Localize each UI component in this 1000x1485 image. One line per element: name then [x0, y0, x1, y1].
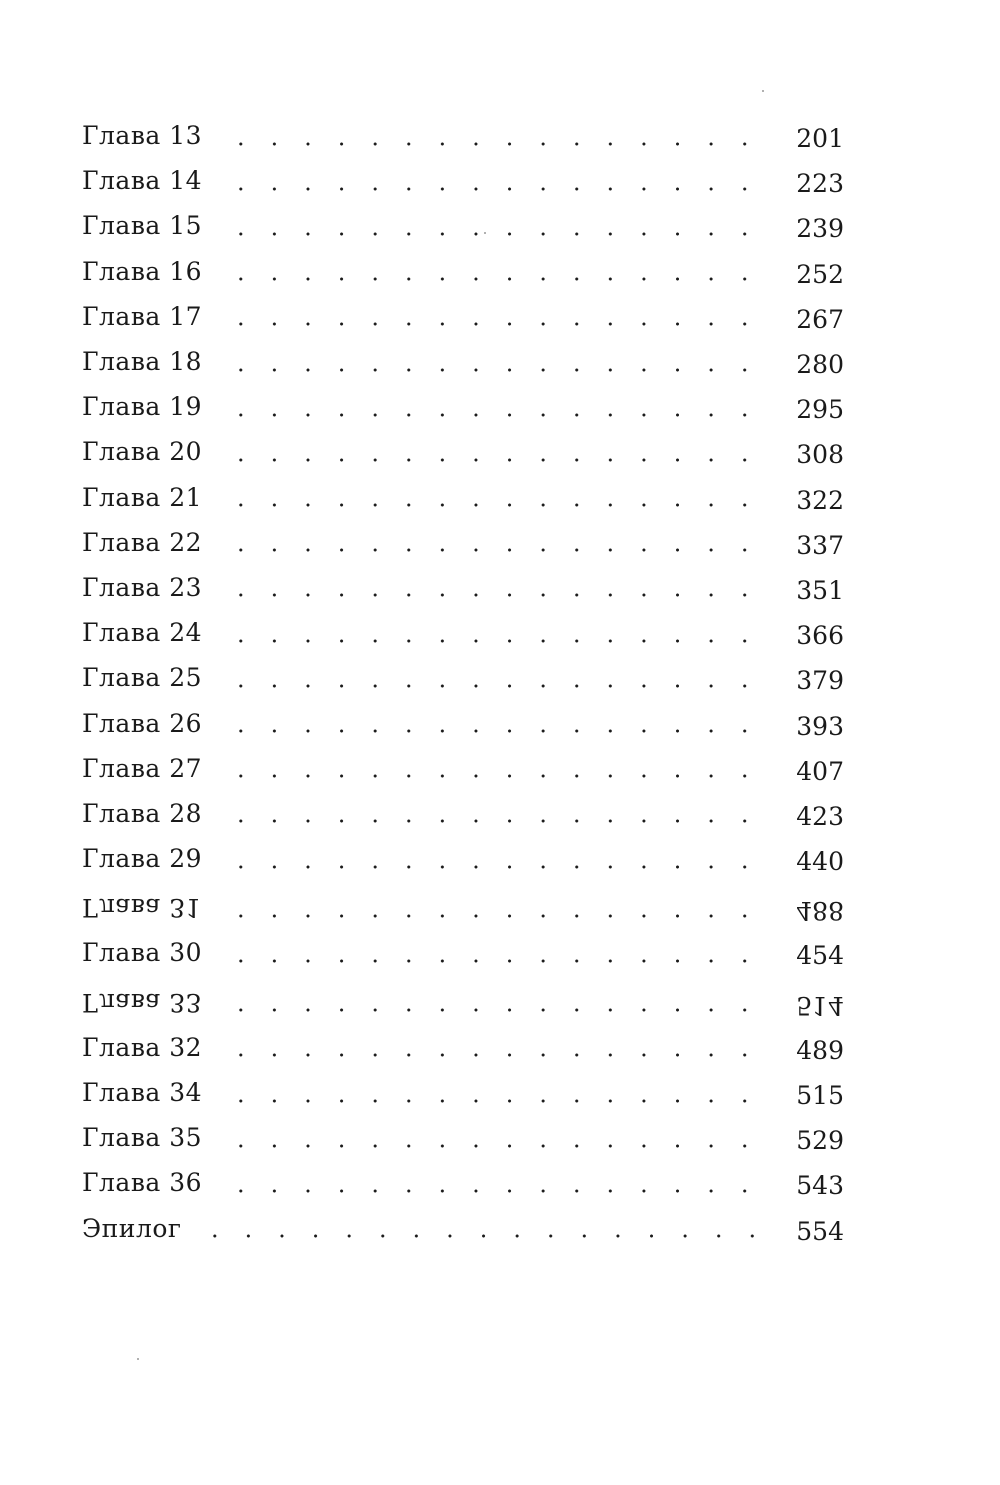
- entry-title: Глава 28: [82, 798, 203, 828]
- toc-entry: [82, 1160, 844, 1205]
- toc-entry: [82, 158, 844, 203]
- entry-title: Глава 26: [82, 708, 203, 738]
- entry-title: Глава 16: [82, 256, 203, 286]
- dot-leader: [224, 503, 768, 507]
- toc-entry: [82, 610, 844, 655]
- entry-title: Глава 13: [82, 121, 203, 151]
- toc-entry-mirrored: [82, 885, 844, 930]
- dot-leader: [224, 1144, 768, 1148]
- dot-leader: [224, 458, 768, 462]
- entry-title: Глава 23: [82, 572, 203, 602]
- dot-leader: [224, 639, 768, 643]
- toc-entry: [82, 1070, 844, 1115]
- entry-title: Глава 20: [82, 437, 203, 467]
- entry-title: Глава 18: [82, 347, 203, 377]
- table-of-contents: [82, 113, 844, 1251]
- entry-page-number: 543: [796, 1171, 844, 1201]
- entry-page-number: 267: [796, 304, 844, 334]
- entry-title: Глава 31: [82, 893, 203, 923]
- dot-leader: [224, 548, 768, 552]
- dot-leader: [224, 1189, 768, 1193]
- toc-entry: [82, 700, 844, 745]
- toc-entry: [82, 339, 844, 384]
- entry-page-number: 554: [796, 1216, 844, 1246]
- dot-leader: [224, 1099, 768, 1103]
- dot-leader: [224, 729, 768, 733]
- toc-entry: [82, 475, 844, 520]
- toc-entry: [82, 565, 844, 610]
- toc-entry: [82, 113, 844, 158]
- entry-title: Глава 30: [82, 938, 203, 968]
- entry-title: Глава 15: [82, 211, 203, 241]
- entry-page-number: 529: [796, 1126, 844, 1156]
- entry-page-number: 337: [796, 530, 844, 560]
- toc-entry: [82, 1115, 844, 1160]
- dot-leader: [224, 865, 768, 869]
- dot-leader: [224, 322, 768, 326]
- dot-leader: [224, 1053, 768, 1057]
- dot-leader: [224, 914, 768, 918]
- entry-page-number: 489: [796, 1035, 844, 1065]
- entry-page-number: 379: [796, 666, 844, 696]
- dot-leader: [224, 232, 768, 236]
- entry-title: Глава 14: [82, 166, 203, 196]
- entry-page-number: 440: [796, 847, 844, 877]
- dot-leader: [224, 142, 768, 146]
- toc-entry: [82, 429, 844, 474]
- toc-entry: [82, 655, 844, 700]
- entry-title: Глава 32: [82, 1032, 203, 1062]
- paper-speck: [137, 1358, 139, 1360]
- toc-entry: [82, 384, 844, 429]
- toc-entry: [82, 203, 844, 248]
- entry-title: Глава 17: [82, 301, 203, 331]
- dot-leader: [224, 819, 768, 823]
- entry-title: Глава 29: [82, 844, 203, 874]
- paper-speck: [484, 232, 486, 234]
- entry-page-number: 407: [796, 756, 844, 786]
- paper-speck: [762, 90, 764, 92]
- dot-leader: [224, 413, 768, 417]
- entry-page-number: 514: [796, 990, 844, 1020]
- dot-leader: [224, 1008, 768, 1012]
- toc-entry: [82, 1025, 844, 1070]
- dot-leader: [224, 774, 768, 778]
- entry-title: Глава 24: [82, 618, 203, 648]
- dot-leader: [224, 684, 768, 688]
- entry-page-number: 488: [796, 896, 844, 926]
- entry-title: Глава 27: [82, 753, 203, 783]
- entry-page-number: 366: [796, 621, 844, 651]
- entry-title: Эпилог: [82, 1213, 182, 1243]
- entry-page-number: 308: [796, 440, 844, 470]
- entry-title: Глава 25: [82, 663, 203, 693]
- entry-title: Глава 19: [82, 392, 203, 422]
- entry-title: Глава 36: [82, 1168, 203, 1198]
- entry-page-number: 515: [796, 1081, 844, 1111]
- toc-entry: [82, 746, 844, 791]
- entry-page-number: 280: [796, 350, 844, 380]
- entry-title: Глава 35: [82, 1123, 203, 1153]
- entry-title: Глава 33: [82, 987, 203, 1017]
- entry-page-number: 201: [796, 124, 844, 154]
- entry-page-number: 351: [796, 575, 844, 605]
- dot-leader: [224, 368, 768, 372]
- entry-page-number: 393: [796, 711, 844, 741]
- dot-leader: [224, 959, 768, 963]
- entry-title: Глава 22: [82, 527, 203, 557]
- toc-entry: [82, 520, 844, 565]
- toc-entry: [82, 930, 844, 975]
- entry-page-number: 322: [796, 485, 844, 515]
- entry-page-number: 454: [796, 941, 844, 971]
- entry-title: Глава 21: [82, 482, 203, 512]
- entry-title: Глава 34: [82, 1078, 203, 1108]
- entry-page-number: 239: [796, 214, 844, 244]
- toc-entry-mirrored: [82, 980, 844, 1025]
- toc-entry: [82, 1206, 844, 1251]
- entry-page-number: 295: [796, 395, 844, 425]
- dot-leader: [224, 187, 768, 191]
- dot-leader: [224, 277, 768, 281]
- toc-entry: [82, 249, 844, 294]
- dot-leader: [224, 593, 768, 597]
- entry-page-number: 252: [796, 259, 844, 289]
- toc-entry: [82, 791, 844, 836]
- toc-entry: [82, 294, 844, 339]
- entry-page-number: 423: [796, 801, 844, 831]
- toc-entry: [82, 836, 844, 881]
- dot-leader: [198, 1234, 768, 1238]
- entry-page-number: 223: [796, 169, 844, 199]
